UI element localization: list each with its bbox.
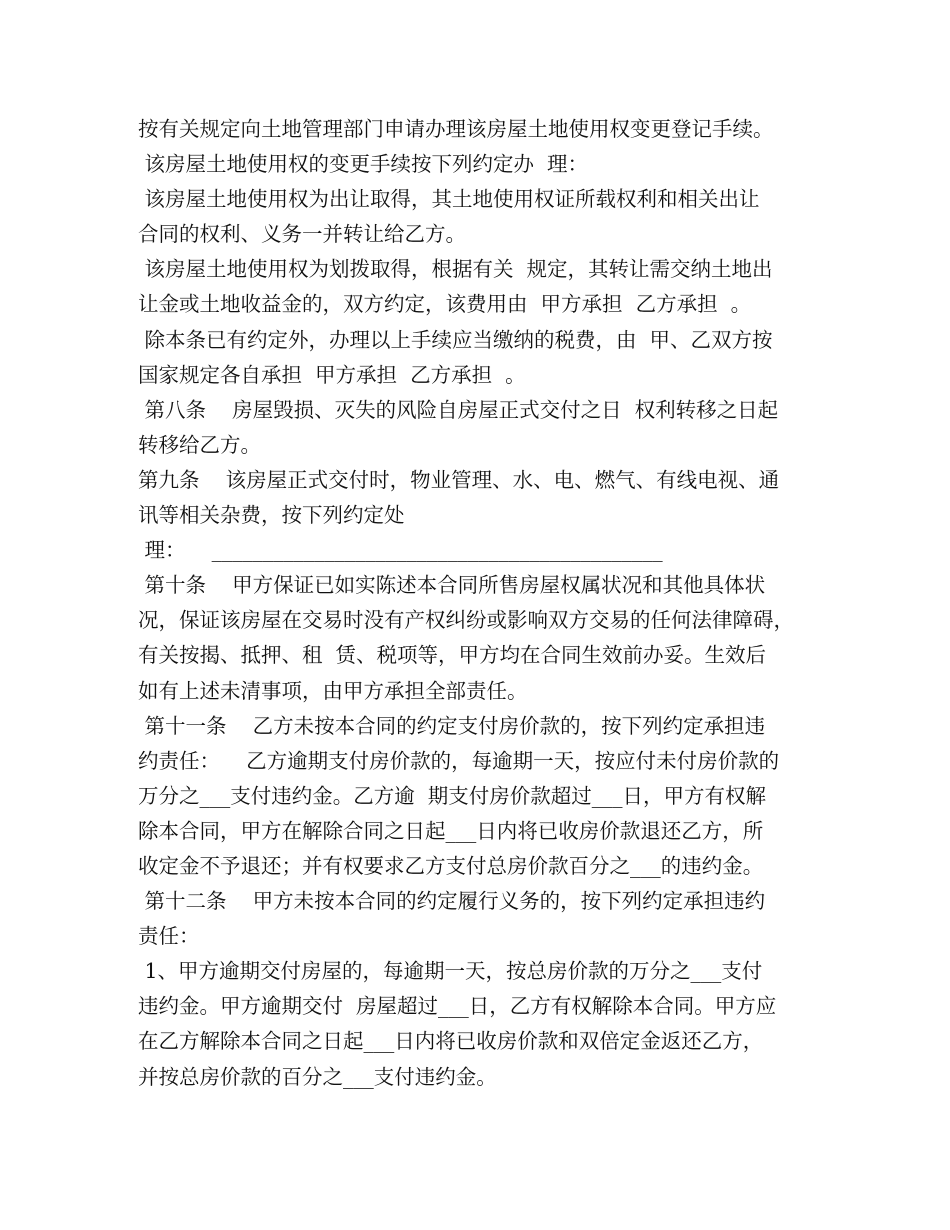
text-line: 让金或土地收益金的，双方约定，该费用由 甲方承担 乙方承担 。: [138, 292, 752, 317]
document-body: [138, 112, 828, 1095]
text-line: 除本条已有约定外，办理以上手续应当缴纳的税费，由 甲、乙双方按: [138, 327, 773, 352]
text-line: 如有上述未清事项，由甲方承担全部责任。: [138, 678, 528, 703]
text-line: 该房屋土地使用权为划拨取得，根据有关 规定，其转让需交纳土地出: [138, 257, 773, 282]
text-line: 第十二条 甲方未按本合同的约定履行义务的，按下列约定承担违约: [138, 889, 766, 914]
text-line: 该房屋土地使用权的变更手续按下列约定办 理：: [138, 152, 589, 177]
text-line: 有关按揭、抵押、租 赁、税项等，甲方均在合同生效前办妥。生效后: [138, 643, 767, 668]
text-line: 万分之___支付违约金。乙方逾 期支付房价款超过___日，甲方有权解: [138, 783, 767, 808]
text-line: 况，保证该房屋在交易时没有产权纠纷或影响双方交易的任何法律障碍，: [138, 608, 794, 633]
text-line: 第十条 甲方保证已如实陈述本合同所售房屋权属状况和其他具体状: [138, 573, 766, 598]
text-line: 第九条 该房屋正式交付时，物业管理、水、电、燃气、有线电视、通: [138, 467, 780, 492]
text-line: 责任：: [138, 924, 200, 949]
text-line: 收定金不予退还；并有权要求乙方支付总房价款百分之___的违约金。: [138, 853, 764, 878]
text-line: 合同的权利、义务一并转让给乙方。: [138, 222, 466, 247]
text-line: 并按总房价款的百分之___支付违约金。: [138, 1064, 497, 1089]
text-line: 第十一条 乙方未按本合同的约定支付房价款的，按下列约定承担违: [138, 713, 766, 738]
text-line: 转移给乙方。: [138, 432, 261, 457]
text-line: 在乙方解除本合同之日起___日内将已收房价款和双倍定金返还乙方，: [138, 1029, 764, 1054]
text-line: 1、甲方逾期交付房屋的，每逾期一天，按总房价款的万分之___支付: [138, 959, 763, 984]
text-line: 违约金。甲方逾期交付 房屋超过___日，乙方有权解除本合同。甲方应: [138, 994, 777, 1019]
text-line: 理： ____________________________________________: [138, 538, 663, 563]
text-line: 按有关规定向土地管理部门申请办理该房屋土地使用权变更登记手续。: [138, 117, 774, 141]
text-line: 讯等相关杂费，按下列约定处: [138, 503, 405, 528]
text-line: 国家规定各自承担 甲方承担 乙方承担 。: [138, 362, 526, 387]
text-line: 该房屋土地使用权为出让取得，其土地使用权证所载权利和相关出让: [138, 187, 760, 212]
text-line: 约责任： 乙方逾期支付房价款的，每逾期一天，按应付未付房价款的: [138, 748, 780, 773]
text-line: 除本合同，甲方在解除合同之日起___日内将已收房价款退还乙方，所: [138, 818, 764, 843]
text-line: 第八条 房屋毁损、灭失的风险自房屋正式交付之日 权利转移之日起: [138, 397, 779, 422]
